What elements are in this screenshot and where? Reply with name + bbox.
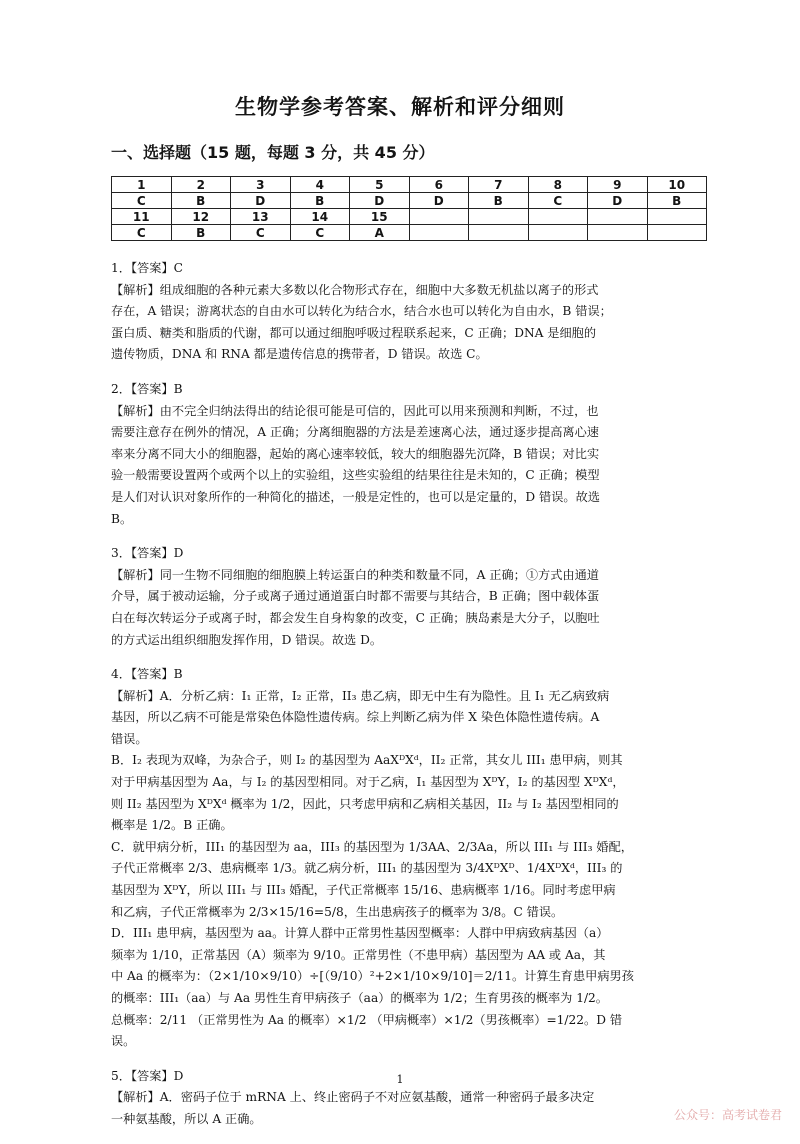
answer-table-row [112,225,707,241]
explanation-line: 错误。 [111,731,148,746]
answer-table-cell: 6 [409,177,469,193]
explanation-line: 基因型为 XᴰY，所以 III₁ 与 III₃ 婚配，子代正常概率 15/16、患病概率 1/16。同时考虑甲病 [111,883,616,898]
answer-table-cell [469,225,529,241]
answer-table-cell [409,209,469,225]
answer-table-cell: C [231,225,291,241]
explanation-line: 【解析】由不完全归纳法得出的结论很可能是可信的，因此可以用来预测和判断，不过，也 [111,403,599,418]
answer-table-cell: C [112,225,172,241]
answer-table-cell: C [290,225,350,241]
answer-line: 2．【答案】B [111,381,183,396]
question-explanation [111,258,695,366]
explanation-line: 则 II₂ 基因型为 XᴰXᵈ 概率为 1/2，因此，只考虑甲病和乙病相关基因，II₂ 与 I₂ 基因型相同的 [111,796,619,811]
answer-table-cell: 7 [469,177,529,193]
answer-table-cell [647,225,707,241]
answer-table-cell: B [647,193,707,209]
explanation-line: 概率是 1/2。B 正确。 [111,818,233,833]
answer-table-cell: C [528,193,588,209]
explanation-line: 误。 [111,1034,136,1049]
answer-table-cell: A [350,225,410,241]
answer-table-cell: D [231,193,291,209]
explanation-line: 【解析】A．分析乙病：I₁ 正常，I₂ 正常，II₃ 患乙病，即无中生有为隐性。且 I₁ 无乙病致病 [111,688,610,703]
answer-table-cell: 5 [350,177,410,193]
explanation-line: 子代正常概率 2/3、患病概率 1/3。就乙病分析，III₁ 的基因型为 3/4XᴰXᴰ、1/4XᴰXᵈ，III₃ 的 [111,861,623,876]
section-heading: 一、选择题（15 题，每题 3 分，共 45 分） [111,143,435,162]
answer-table-cell: D [588,193,648,209]
explanation-line: 验一般需要设置两个或两个以上的实验组，这些实验组的结果往往是未知的，C 正确；模型 [111,468,600,483]
answer-table-cell [528,209,588,225]
answer-table-cell: 1 [112,177,172,193]
answer-line: 4．【答案】B [111,667,183,682]
question-explanation [111,379,695,530]
explanation-line: 存在，A 错误；游离状态的自由水可以转化为结合水，结合水也可以转化为自由水，B 错误； [111,304,612,319]
answer-table-cell: D [409,193,469,209]
answer-line: 3．【答案】D [111,546,184,561]
answer-table-row [112,209,707,225]
explanation-line: 和乙病，子代正常概率为 2/3×15/16=5/8，生出患病孩子的概率为 3/8。C 错误。 [111,904,564,919]
answer-table-cell: B [171,193,231,209]
explanation-line: 中 Aa 的概率为：（2×1/10×9/10）÷[（9/10）²+2×1/10×9/10]＝2/11。计算生育患甲病男孩 [111,969,634,984]
answer-table-cell: 9 [588,177,648,193]
answer-line: 1．【答案】C [111,261,183,275]
answer-table-cell: 15 [350,209,410,225]
explanation-line: 的方式运出组织细胞发挥作用，D 错误。故选 D。 [111,632,383,647]
explanation-line: B．I₂ 表现为双峰，为杂合子，则 I₂ 的基因型为 AaXᴰXᵈ，II₂ 正常，其女儿 III₁ 患甲病，则其 [111,753,623,768]
explanation-line: 一种氨基酸，所以 A 正确。 [111,1111,262,1126]
answer-table-cell: B [290,193,350,209]
answer-table-cell: 4 [290,177,350,193]
explanation-line: 的概率：III₁（aa）与 Aa 男性生育甲病孩子（aa）的概率为 1/2；生育男孩的概率为 1/2。 [111,991,608,1005]
answer-table-cell: 10 [647,177,707,193]
explanation-line: D．III₁ 患甲病，基因型为 aa。计算人群中正常男性基因型概率：人群中甲病致病基因（a） [111,926,609,941]
explanation-line: C．就甲病分析，III₁ 的基因型为 aa，III₃ 的基因型为 1/3AA、2/3Aa，所以 III₁ 与 III₃ 婚配， [111,839,633,854]
question-explanation [111,543,695,651]
answer-table-row [112,177,707,193]
answer-table-cell: 12 [171,209,231,225]
answer-table-cell: 8 [528,177,588,193]
explanation-line: 介导，属于被动运输，分子或离子通过通道蛋白时都不需要与其结合，B 正确；图中载体蛋 [111,589,600,604]
page-number: 1 [396,1073,404,1086]
question-explanation [111,664,695,1053]
answer-table-cell: 2 [171,177,231,193]
answer-table-cell: B [171,225,231,241]
answer-table-cell [647,209,707,225]
explanation-line: B。 [111,511,133,526]
answer-table-cell: 3 [231,177,291,193]
watermark: 公众号：高考试卷君 [673,1108,782,1122]
answer-line: 5．【答案】D [111,1068,184,1083]
answer-table-cell [588,209,648,225]
answer-table-cell [528,225,588,241]
explanation-line: 对于甲病基因型为 Aa，与 I₂ 的基因型相同。对于乙病，I₁ 基因型为 XᴰY，I₂ 的基因型 XᴰXᵈ， [111,775,625,790]
explanation-line: 频率为 1/10，正常基因（A）频率为 9/10。正常男性（不患甲病）基因型为 AA 或 Aa，其 [111,947,606,962]
answer-table-cell [588,225,648,241]
answer-table-cell [469,209,529,225]
explanation-line: 蛋白质、糖类和脂质的代谢，都可以通过细胞呼吸过程联系起来，C 正确；DNA 是细胞的 [111,325,597,340]
answer-table [111,176,707,241]
answer-table-row [112,193,707,209]
explanation-line: 【解析】组成细胞的各种元素大多数以化合物形式存在，细胞中大多数无机盐以离子的形式 [111,282,599,297]
answer-table-cell: 13 [231,209,291,225]
answer-table-cell: D [350,193,410,209]
explanation-line: 需要注意存在例外的情况，A 正确；分离细胞器的方法是差速离心法，通过逐步提高离心速 [111,425,599,440]
answer-table-cell: C [112,193,172,209]
explanation-line: 率来分离不同大小的细胞器，起始的离心速率较低，较大的细胞器先沉降，B 错误；对比实 [111,446,600,461]
explanation-line: 【解析】A．密码子位于 mRNA 上、终止密码子不对应氨基酸，通常一种密码子最多决定 [111,1090,595,1105]
explanation-line: 基因，所以乙病不可能是常染色体隐性遗传病。综上判断乙病为伴 X 染色体隐性遗传病。A [111,710,600,725]
explanation-line: 白在每次转运分子或离子时，都会发生自身构象的改变，C 正确；胰岛素是大分子，以胞吐 [111,610,600,625]
answer-table-cell: 14 [290,209,350,225]
answer-table-cell [409,225,469,241]
explanation-line: 【解析】同一生物不同细胞的细胞膜上转运蛋白的种类和数量不同，A 正确；①方式由通道 [111,567,599,582]
page-title: 生物学参考答案、解析和评分细则 [235,95,565,119]
explanation-list [111,258,695,1144]
explanation-line: 是人们对认识对象所作的一种简化的描述，一般是定性的，也可以是定量的，D 错误。故选 [111,489,600,504]
answer-table-cell: B [469,193,529,209]
explanation-line: 遗传物质，DNA 和 RNA 都是遗传信息的携带者，D 错误。故选 C。 [111,347,488,362]
explanation-line: 总概率：2/11 （正常男性为 Aa 的概率）×1/2 （甲病概率）×1/2（男孩概率）=1/22。D 错 [111,1012,623,1027]
answer-table-cell: 11 [112,209,172,225]
